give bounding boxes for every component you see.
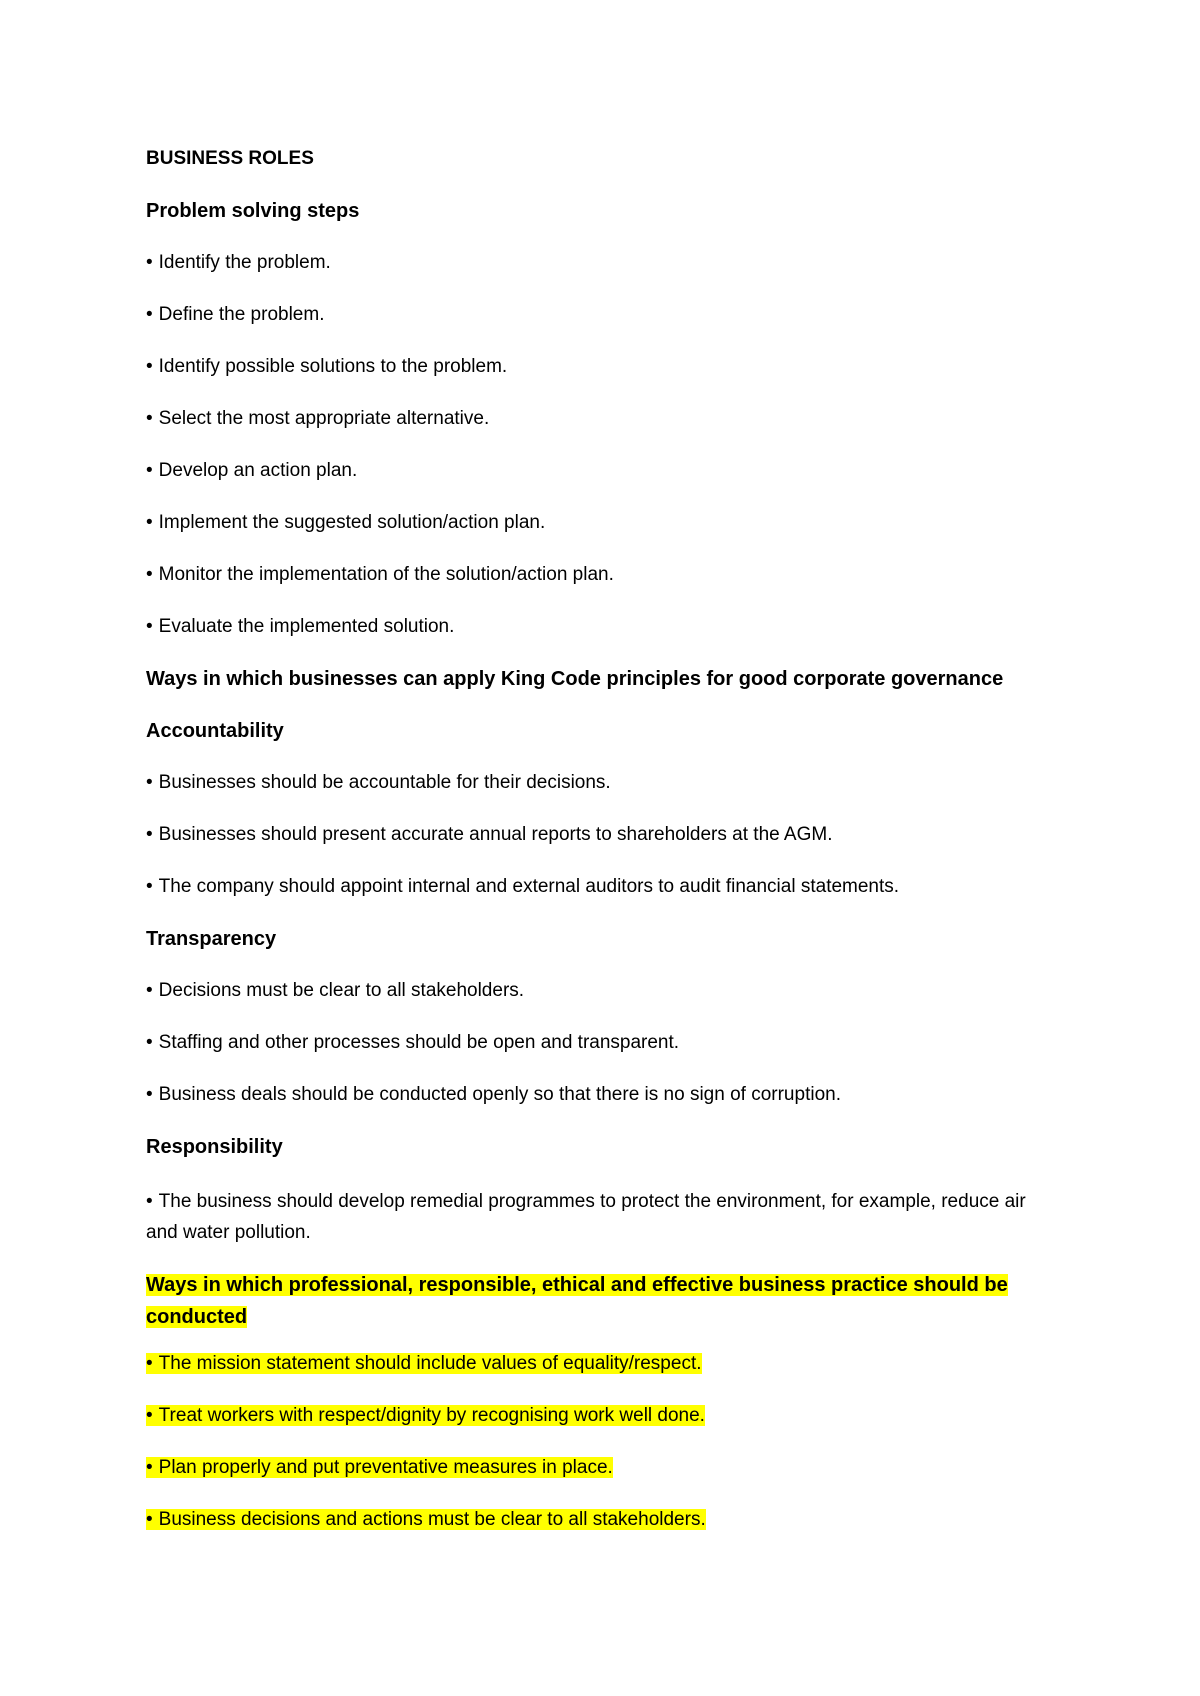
bullet-icon: • [146, 980, 153, 1001]
list-item: • Decisions must be clear to all stakeholders. [146, 980, 525, 1001]
list-item: • Define the problem. [146, 304, 325, 325]
bullet-icon: • [146, 1032, 153, 1053]
list-item: • Identify possible solutions to the problem. [146, 356, 508, 377]
bullet-icon: • [146, 1353, 153, 1374]
document-title: BUSINESS ROLES [146, 148, 314, 169]
bullet-icon: • [146, 876, 153, 897]
list-item: • Evaluate the implemented solution. [146, 616, 455, 637]
bullet-icon: • [146, 772, 153, 793]
bullet-icon: • [146, 512, 153, 533]
bullet-icon: • [146, 1509, 153, 1530]
list-item: • Identify the problem. [146, 252, 331, 273]
list-item: • Monitor the implementation of the solution/action plan. [146, 564, 614, 585]
section-heading-transparency: Transparency [146, 928, 277, 950]
bullet-icon: • [146, 1457, 153, 1478]
list-item: • Select the most appropriate alternative. [146, 408, 490, 429]
list-item: • Treat workers with respect/dignity by recognising work well done. [146, 1405, 705, 1426]
section-heading-problem-solving: Problem solving steps [146, 200, 360, 222]
list-item: • Develop an action plan. [146, 460, 358, 481]
bullet-icon: • [146, 824, 153, 845]
list-item: • The company should appoint internal and external auditors to audit financial statements. [146, 876, 900, 897]
list-item: • Businesses should present accurate annual reports to shareholders at the AGM. [146, 824, 833, 845]
bullet-icon: • [146, 252, 153, 273]
list-item: • Business decisions and actions must be clear to all stakeholders. [146, 1509, 706, 1530]
bullet-icon: • [146, 356, 153, 377]
bullet-icon: • [146, 616, 153, 637]
list-item: • Businesses should be accountable for their decisions. [146, 772, 611, 793]
bullet-icon: • [146, 408, 153, 429]
list-item: • The business should develop remedial programmes to protect the environment, for example, reduce air and water pollution. [146, 1191, 1026, 1243]
section-heading-accountability: Accountability [146, 720, 284, 742]
bullet-icon: • [146, 460, 153, 481]
list-item: • Staffing and other processes should be open and transparent. [146, 1032, 680, 1053]
bullet-icon: • [146, 1405, 153, 1426]
bullet-icon: • [146, 304, 153, 325]
section-heading-king-code: Ways in which businesses can apply King Code principles for good corporate governance [146, 668, 1004, 690]
bullet-icon: • [146, 564, 153, 585]
document-page [146, 146, 1026, 1559]
section-heading-responsibility: Responsibility [146, 1136, 283, 1158]
bullet-icon: • [146, 1084, 153, 1105]
list-item: • Business deals should be conducted openly so that there is no sign of corruption. [146, 1084, 841, 1105]
list-item: • The mission statement should include values of equality/respect. [146, 1353, 702, 1374]
section-heading-ethical-practice: Ways in which professional, responsible, ethical and effective business practice should be conducted [146, 1274, 1008, 1328]
list-item: • Plan properly and put preventative measures in place. [146, 1457, 613, 1478]
list-item: • Implement the suggested solution/action plan. [146, 512, 546, 533]
bullet-icon: • [146, 1191, 153, 1212]
